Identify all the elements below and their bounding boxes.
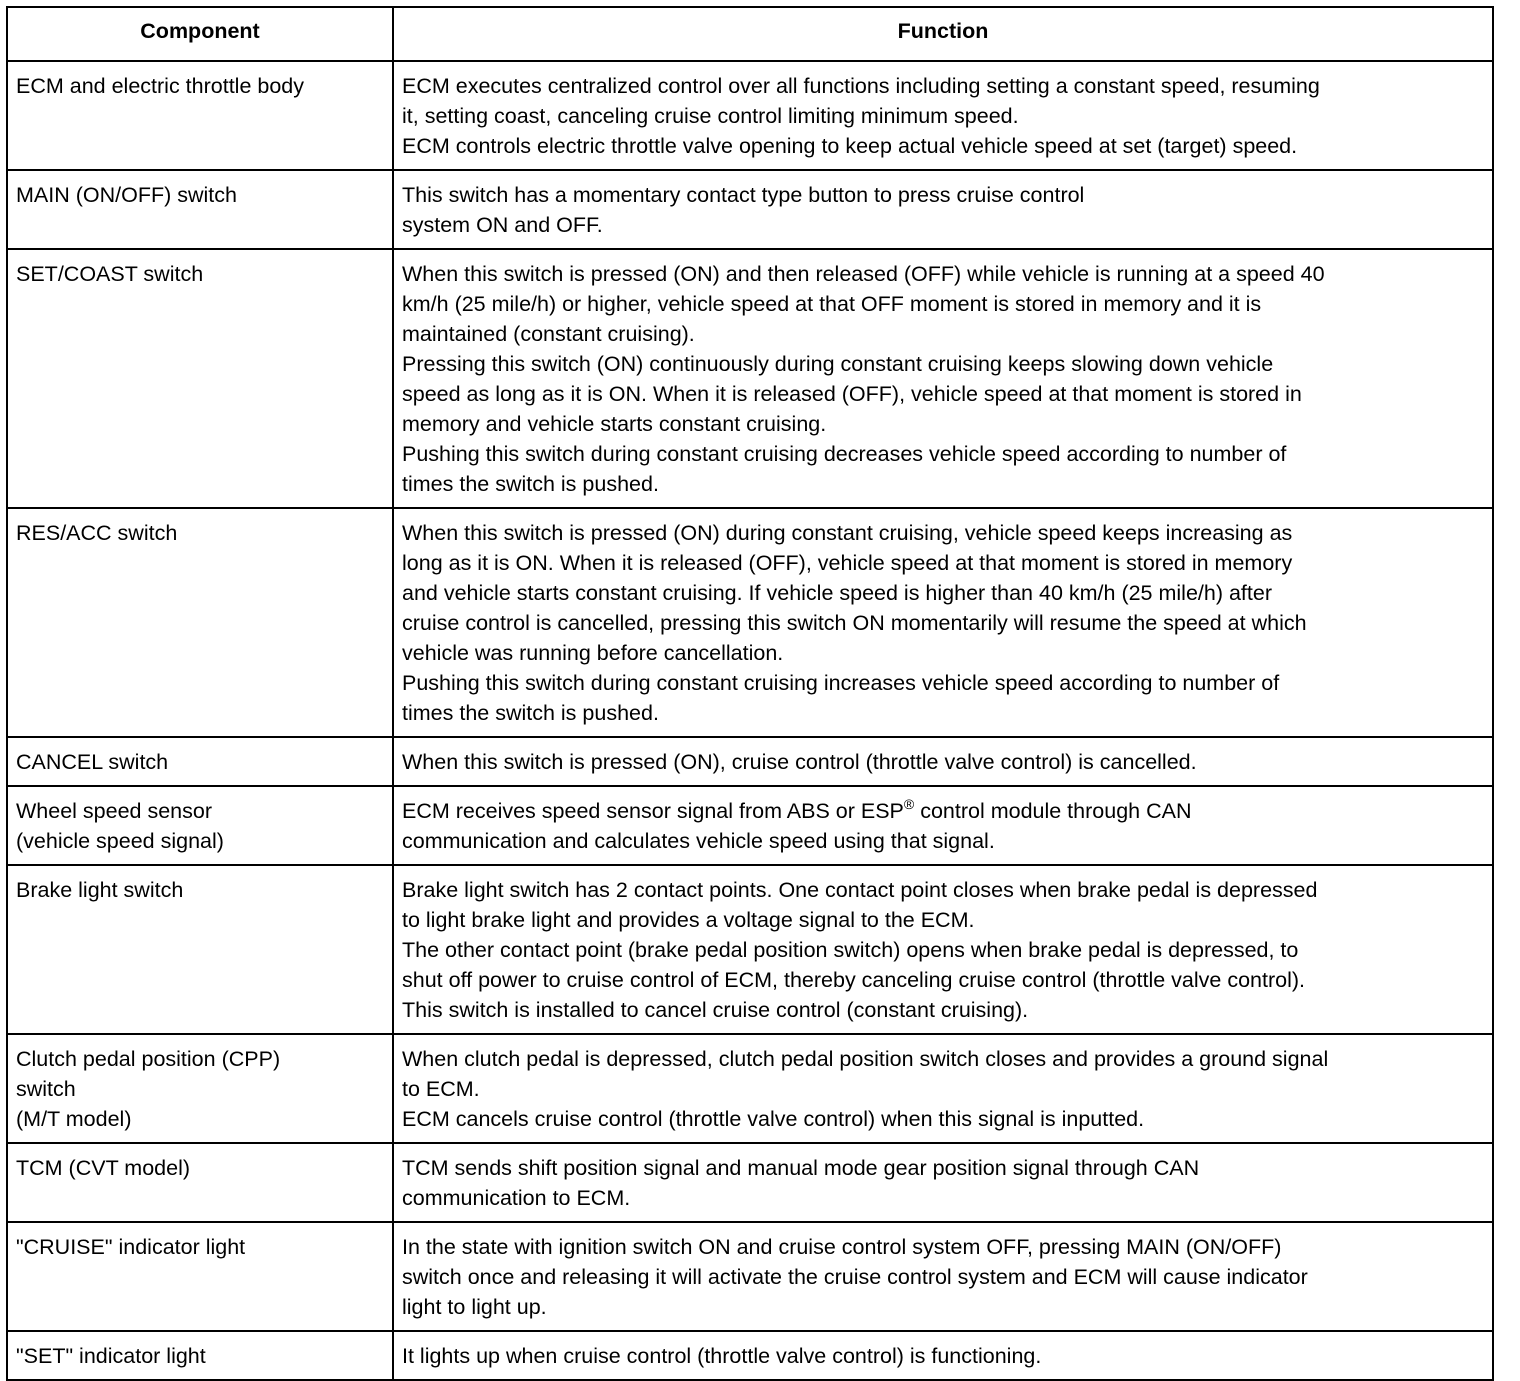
header-function: Function [393, 7, 1493, 61]
function-cell [393, 249, 1493, 508]
function-cell [393, 1222, 1493, 1331]
table-row [7, 508, 1493, 737]
function-cell [393, 61, 1493, 170]
component-text: (M/T model) [16, 1107, 132, 1131]
header-component: Component [7, 7, 393, 61]
component-text: TCM (CVT model) [16, 1156, 191, 1180]
component-cell [7, 249, 393, 508]
table-row [7, 249, 1493, 508]
component-text: ECM and electric throttle body [16, 74, 304, 98]
component-cell [7, 1222, 393, 1331]
function-text: communication to ECM. [402, 1186, 631, 1210]
function-text: The other contact point (brake pedal position switch) opens when brake pedal is depressed, to [402, 938, 1299, 962]
function-text: Pushing this switch during constant cruising decreases vehicle speed according to number of [402, 442, 1287, 466]
function-text: When this switch is pressed (ON), cruise control (throttle valve control) is cancelled. [402, 750, 1197, 774]
component-text: (vehicle speed signal) [16, 829, 224, 853]
function-text: It lights up when cruise control (throttle valve control) is functioning. [402, 1344, 1042, 1368]
function-cell [393, 786, 1493, 865]
component-text: MAIN (ON/OFF) switch [16, 183, 237, 207]
function-text: This switch has a momentary contact type button to press cruise control [402, 183, 1085, 207]
table-row [7, 1143, 1493, 1222]
table-row [7, 1034, 1493, 1143]
function-cell [393, 170, 1493, 249]
function-text: This switch is installed to cancel cruise control (constant cruising). [402, 998, 1029, 1022]
function-text: When clutch pedal is depressed, clutch pedal position switch closes and provides a ground signal [402, 1047, 1329, 1071]
function-text: system ON and OFF. [402, 213, 603, 237]
component-text: Clutch pedal position (CPP) [16, 1047, 281, 1071]
function-text: speed as long as it is ON. When it is released (OFF), vehicle speed at that moment is stored in [402, 382, 1302, 406]
component-cell [7, 737, 393, 786]
function-text: Pressing this switch (ON) continuously during constant cruising keeps slowing down vehicle [402, 352, 1274, 376]
function-cell [393, 865, 1493, 1034]
function-text: shut off power to cruise control of ECM, thereby canceling cruise control (throttle valve control). [402, 968, 1306, 992]
function-text: maintained (constant cruising). [402, 322, 695, 346]
function-text: light to light up. [402, 1295, 547, 1319]
component-cell [7, 1331, 393, 1380]
function-cell [393, 508, 1493, 737]
function-text: times the switch is pushed. [402, 472, 659, 496]
function-text: switch once and releasing it will activate the cruise control system and ECM will cause indicator [402, 1265, 1308, 1289]
component-cell [7, 865, 393, 1034]
function-text: When this switch is pressed (ON) and then released (OFF) while vehicle is running at a speed 40 [402, 262, 1325, 286]
function-text: Brake light switch has 2 contact points. One contact point closes when brake pedal is depressed [402, 878, 1318, 902]
function-text: long as it is ON. When it is released (OFF), vehicle speed at that moment is stored in memory [402, 551, 1293, 575]
component-text: Brake light switch [16, 878, 184, 902]
function-text: ECM controls electric throttle valve opening to keep actual vehicle speed at set (target) speed. [402, 134, 1298, 158]
component-cell [7, 170, 393, 249]
function-text: communication and calculates vehicle speed using that signal. [402, 829, 995, 853]
function-text: ECM executes centralized control over all functions including setting a constant speed, resuming [402, 74, 1320, 98]
component-cell [7, 1143, 393, 1222]
function-text: Pushing this switch during constant cruising increases vehicle speed according to number of [402, 671, 1280, 695]
component-cell [7, 1034, 393, 1143]
table-row [7, 1331, 1493, 1380]
function-text: memory and vehicle starts constant cruising. [402, 412, 827, 436]
function-cell [393, 1331, 1493, 1380]
function-text: TCM sends shift position signal and manual mode gear position signal through CAN [402, 1156, 1200, 1180]
table-row [7, 61, 1493, 170]
component-text: CANCEL switch [16, 750, 169, 774]
header-row [7, 7, 1493, 61]
component-text: RES/ACC switch [16, 521, 178, 545]
function-text-start: ECM receives speed sensor signal from ABS or ESP [402, 799, 904, 823]
function-text: and vehicle starts constant cruising. If vehicle speed is higher than 40 km/h (25 mile/h) after [402, 581, 1272, 605]
component-text: "CRUISE" indicator light [16, 1235, 246, 1259]
table-row [7, 786, 1493, 865]
function-text: ECM cancels cruise control (throttle valve control) when this signal is inputted. [402, 1107, 1145, 1131]
component-cell [7, 61, 393, 170]
function-text: cruise control is cancelled, pressing this switch ON momentarily will resume the speed at which [402, 611, 1307, 635]
component-cell [7, 786, 393, 865]
function-text: to ECM. [402, 1077, 480, 1101]
component-text: SET/COAST switch [16, 262, 204, 286]
component-text: "SET" indicator light [16, 1344, 206, 1368]
function-text: In the state with ignition switch ON and cruise control system OFF, pressing MAIN (ON/OFF) [402, 1235, 1282, 1259]
function-text-end: control module through CAN [914, 799, 1192, 823]
function-text: vehicle was running before cancellation. [402, 641, 784, 665]
component-cell [7, 508, 393, 737]
component-function-table [6, 6, 1494, 1381]
function-cell [393, 1034, 1493, 1143]
registered-mark: ® [903, 796, 915, 812]
function-text: it, setting coast, canceling cruise control limiting minimum speed. [402, 104, 1019, 128]
table-row [7, 1222, 1493, 1331]
function-text: km/h (25 mile/h) or higher, vehicle speed at that OFF moment is stored in memory and it is [402, 292, 1262, 316]
function-text: When this switch is pressed (ON) during constant cruising, vehicle speed keeps increasing as [402, 521, 1293, 545]
table-row [7, 737, 1493, 786]
component-text: switch [16, 1077, 76, 1101]
table-row [7, 865, 1493, 1034]
component-text: Wheel speed sensor [16, 799, 212, 823]
function-cell [393, 737, 1493, 786]
function-cell [393, 1143, 1493, 1222]
function-text: times the switch is pushed. [402, 701, 659, 725]
table-row [7, 170, 1493, 249]
function-text: to light brake light and provides a voltage signal to the ECM. [402, 908, 975, 932]
function-text [402, 796, 1484, 826]
